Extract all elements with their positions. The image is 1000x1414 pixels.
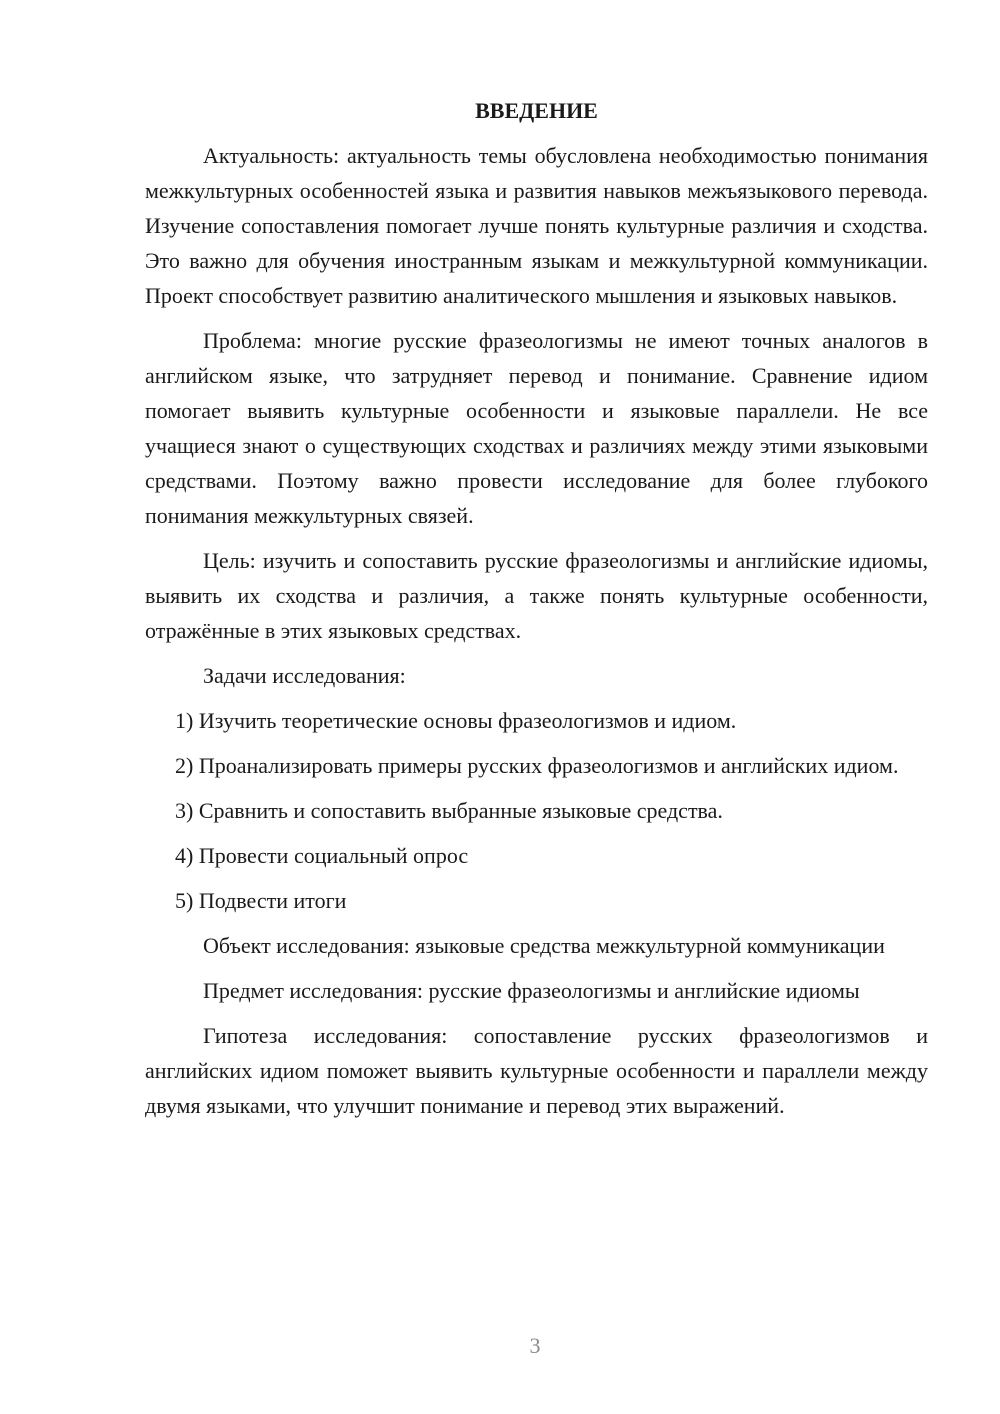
paragraph-object: Объект исследования: языковые средства межкультурной коммуникации <box>203 933 885 958</box>
document-page <box>145 96 928 1133</box>
paragraph-hypothesis: Гипотеза исследования: сопоставление русских фразеологизмов и английских идиом поможет выявить культурные особенности и параллели между двумя языками, что улучшит понимание и перевод этих выражений. <box>145 1023 928 1118</box>
task-item: 2) Проанализировать примеры русских фразеологизмов и английских идиом. <box>175 753 899 778</box>
paragraph-subject: Предмет исследования: русские фразеологизмы и английские идиомы <box>203 978 860 1003</box>
page-number: 3 <box>529 1333 541 1358</box>
section-heading: ВВЕДЕНИЕ <box>475 98 598 123</box>
paragraph-relevance: Актуальность: актуальность темы обусловлена необходимостью понимания межкультурных особенностей языка и развития навыков межъязыкового перевода. Изучение сопоставления помогает лучше понять культурные различия и сходства. Это важно для обучения иностранным языкам и межкультурной коммуникации. Проект способствует развитию аналитического мышления и языковых навыков. <box>145 143 928 308</box>
task-item: 5) Подвести итоги <box>175 888 347 913</box>
task-item: 3) Сравнить и сопоставить выбранные языковые средства. <box>175 798 723 823</box>
paragraph-problem: Проблема: многие русские фразеологизмы не имеют точных аналогов в английском языке, что затрудняет перевод и понимание. Сравнение идиом помогает выявить культурные особенности и языковые параллели. Не все учащиеся знают о существующих сходствах и различиях между этими языковыми средствами. Поэтому важно провести исследование для более глубокого понимания межкультурных связей. <box>145 328 928 528</box>
task-item: 4) Провести социальный опрос <box>175 843 469 868</box>
paragraph-goal: Цель: изучить и сопоставить русские фразеологизмы и английские идиомы, выявить их сходства и различия, а также понять культурные особенности, отражённые в этих языковых средствах. <box>145 548 928 643</box>
task-item: 1) Изучить теоретические основы фразеологизмов и идиом. <box>175 708 737 733</box>
tasks-heading: Задачи исследования: <box>203 663 406 688</box>
